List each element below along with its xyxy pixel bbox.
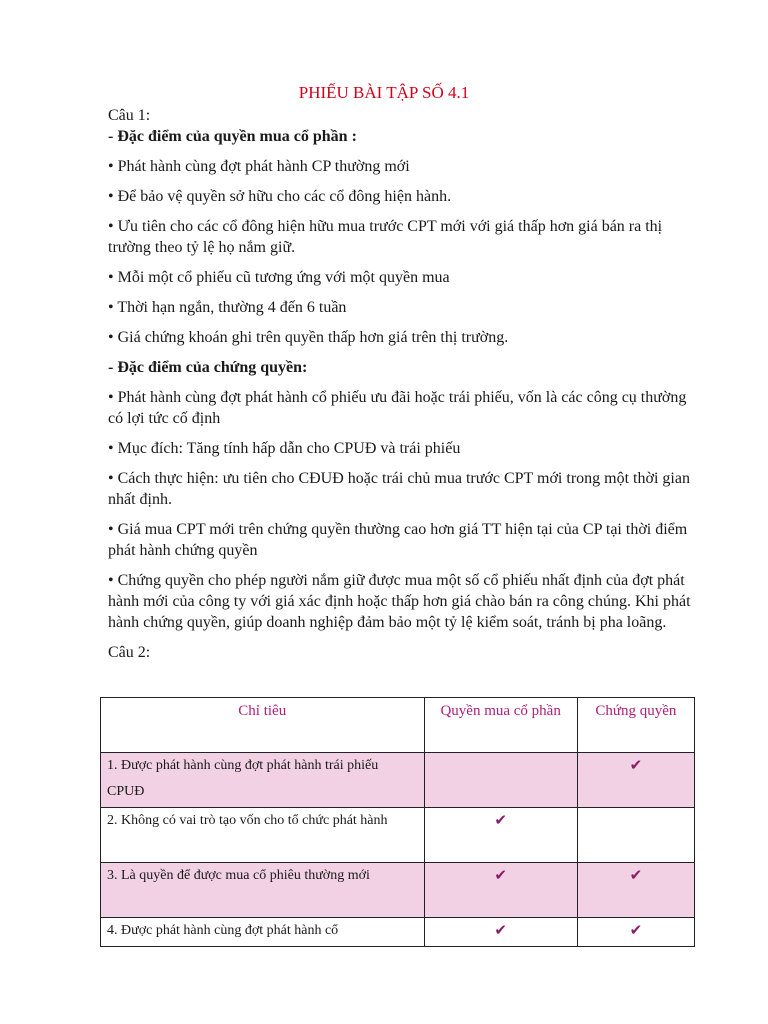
check-icon: ✔ (577, 753, 694, 808)
table-row (101, 863, 695, 918)
page-title: PHIẾU BÀI TẬP SỐ 4.1 (298, 83, 470, 102)
table-row (101, 808, 695, 863)
check-icon: ✔ (424, 863, 577, 918)
rights-heading: - Đặc điểm của quyền mua cổ phần : (108, 128, 357, 145)
check-icon: ✔ (577, 863, 694, 918)
rights-bullet: • Thời hạn ngắn, thường 4 đến 6 tuần (108, 299, 347, 316)
check-icon (577, 808, 694, 863)
table-row (101, 753, 695, 808)
rights-bullet: • Ưu tiên cho các cổ đông hiện hữu mua trước CPT mới với giá thấp hơn giá bán ra thị trường theo tỷ lệ họ nắm giữ. (108, 218, 663, 256)
warrants-bullet: • Cách thực hiện: ưu tiên cho CĐUĐ hoặc trái chủ mua trước CPT mới trong một thời gian nhất định. (108, 470, 690, 508)
row-criteria: 3. Là quyền để được mua cổ phiêu thường mới (101, 863, 425, 918)
check-icon: ✔ (424, 808, 577, 863)
warrants-bullet: • Chứng quyền cho phép người nắm giữ được mua một số cổ phiếu nhất định của đợt phát hành mới của công ty với giá xác định hoặc thấp hơn giá chào bán ra công chúng. Khi phát hành chứng quyền, giúp doanh nghiệp đảm bảo một tỷ lệ kiểm soát, tránh bị pha loãng. (108, 572, 691, 631)
question-1-label: Câu 1: (108, 107, 151, 124)
header-warrants: Chứng quyền (577, 698, 694, 753)
row-criteria: 1. Được phát hành cùng đợt phát hành trái phiếu CPUĐ (101, 753, 425, 808)
row-criteria: 4. Được phát hành cùng đợt phát hành cổ (101, 918, 425, 947)
table-header-row (101, 698, 695, 753)
rights-bullet: • Giá chứng khoán ghi trên quyền thấp hơn giá trên thị trường. (108, 329, 509, 346)
warrants-bullet: • Giá mua CPT mới trên chứng quyền thường cao hơn giá TT hiện tại của CP tại thời điểm phát hành chứng quyền (108, 521, 688, 559)
header-criteria: Chỉ tiêu (101, 698, 425, 753)
check-icon: ✔ (577, 918, 694, 947)
comparison-table (100, 697, 695, 947)
warrants-heading: - Đặc điểm của chứng quyền: (108, 359, 308, 376)
rights-bullet: • Mỗi một cổ phiếu cũ tương ứng với một quyền mua (108, 269, 450, 286)
question-2-label: Câu 2: (108, 644, 151, 661)
header-rights: Quyền mua cổ phần (424, 698, 577, 753)
warrants-bullet: • Mục đích: Tăng tính hấp dẫn cho CPUĐ và trái phiếu (108, 440, 461, 457)
warrants-bullet: • Phát hành cùng đợt phát hành cổ phiếu ưu đãi hoặc trái phiếu, vốn là các công cụ thường có lợi tức cố định (108, 389, 687, 427)
row-criteria: 2. Không có vai trò tạo vốn cho tổ chức phát hành (101, 808, 425, 863)
check-icon: ✔ (424, 918, 577, 947)
check-icon (424, 753, 577, 808)
question-1-content (108, 105, 700, 663)
rights-bullet: • Phát hành cùng đợt phát hành CP thường mới (108, 158, 410, 175)
rights-bullet: • Để bảo vệ quyền sở hữu cho các cổ đông hiện hành. (108, 188, 452, 205)
table-row (101, 918, 695, 947)
